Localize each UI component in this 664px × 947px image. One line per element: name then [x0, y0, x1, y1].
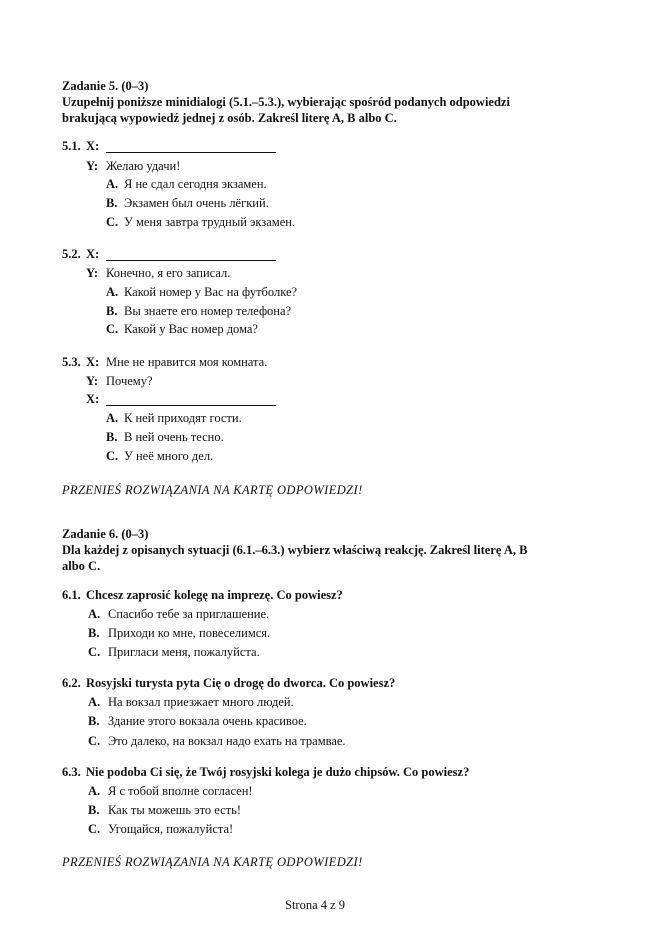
- task5-instruction-line2: brakującą wypowiedź jednej z osób. Zakreśl literę A, B albo C.: [62, 111, 397, 125]
- task5-instruction-line1: Uzupełnij poniższe minidialogi (5.1.–5.3.), wybierając spośród podanych odpowiedzi: [62, 95, 510, 109]
- speaker-x-text: Мне не нравится моя комната.: [106, 355, 268, 369]
- option-letter[interactable]: A.: [88, 607, 101, 621]
- task6-instruction-line2: albo C.: [62, 559, 101, 573]
- option-text: Здание этого вокзала очень красивое.: [108, 714, 307, 728]
- option-text: Как ты можешь это есть!: [108, 803, 241, 817]
- option-letter[interactable]: B.: [88, 626, 100, 640]
- option-text: У меня завтра трудный экзамен.: [124, 215, 296, 229]
- transfer-instruction: PRZENIEŚ ROZWIĄZANIA NA KARTĘ ODPOWIEDZI!: [62, 483, 363, 497]
- situation-question: Chcesz zaprosić kolegę na imprezę. Co powiesz?: [86, 588, 343, 602]
- option-letter[interactable]: B.: [106, 430, 118, 444]
- option-letter[interactable]: A.: [88, 695, 101, 709]
- speaker-y-text: Почему?: [106, 374, 153, 388]
- item-number: 6.2.: [62, 676, 81, 690]
- speaker-x: X:: [86, 247, 100, 261]
- option-letter[interactable]: C.: [106, 322, 119, 336]
- item-number: 6.1.: [62, 588, 81, 602]
- option-text: Угощайся, пожалуйста!: [108, 822, 234, 836]
- option-text: Пригласи меня, пожалуйста.: [108, 645, 260, 659]
- speaker-x: X:: [86, 392, 100, 406]
- speaker-y: Y:: [86, 374, 99, 388]
- answer-blank: [106, 260, 276, 261]
- option-text: Вы знаете его номер телефона?: [124, 304, 292, 318]
- option-text: Экзамен был очень лёгкий.: [124, 196, 269, 210]
- option-letter[interactable]: C.: [88, 822, 101, 836]
- item-number: 5.2.: [62, 247, 81, 261]
- option-letter[interactable]: B.: [106, 304, 118, 318]
- speaker-y: Y:: [86, 159, 99, 173]
- speaker-x: X:: [86, 355, 100, 369]
- option-text: Я с тобой вполне согласен!: [108, 784, 253, 798]
- option-text: Приходи ко мне, повеселимся.: [108, 626, 271, 640]
- option-letter[interactable]: A.: [106, 411, 119, 425]
- option-text: Какой номер у Вас на футболке?: [124, 285, 298, 299]
- speaker-y-text: Конечно, я его записал.: [106, 266, 231, 280]
- option-text: В ней очень тесно.: [124, 430, 224, 444]
- transfer-instruction: PRZENIEŚ ROZWIĄZANIA NA KARTĘ ODPOWIEDZI!: [62, 855, 363, 869]
- speaker-y: Y:: [86, 266, 99, 280]
- option-text: Какой у Вас номер дома?: [124, 322, 258, 336]
- task6-instruction-line1: Dla każdej z opisanych sytuacji (6.1.–6.3.) wybierz właściwą reakcję. Zakreśl literę A, B: [62, 543, 528, 557]
- speaker-x: X:: [86, 139, 100, 153]
- option-text: У неё много дел.: [124, 449, 214, 463]
- situation-question: Rosyjski turysta pyta Cię o drogę do dworca. Co powiesz?: [86, 676, 396, 690]
- option-text: Это далеко, на вокзал надо ехать на трамвае.: [108, 734, 346, 748]
- option-letter[interactable]: B.: [88, 714, 100, 728]
- option-text: Спасибо тебе за приглашение.: [108, 607, 270, 621]
- task5-title: Zadanie 5. (0–3): [62, 79, 149, 93]
- option-letter[interactable]: C.: [106, 215, 119, 229]
- situation-question: Nie podoba Ci się, że Twój rosyjski kolega je dużo chipsów. Co powiesz?: [86, 765, 470, 779]
- option-text: Я не сдал сегодня экзамен.: [124, 177, 267, 191]
- item-number: 6.3.: [62, 765, 81, 779]
- option-letter[interactable]: C.: [88, 734, 101, 748]
- option-letter[interactable]: A.: [106, 177, 119, 191]
- page-number: Strona 4 z 9: [285, 898, 346, 912]
- item-number: 5.1.: [62, 139, 81, 153]
- option-letter[interactable]: C.: [106, 449, 119, 463]
- task6-title: Zadanie 6. (0–3): [62, 527, 149, 541]
- option-letter[interactable]: C.: [88, 645, 101, 659]
- answer-blank: [106, 152, 276, 153]
- speaker-y-text: Желаю удачи!: [106, 159, 181, 173]
- answer-blank: [106, 405, 276, 406]
- item-number: 5.3.: [62, 355, 81, 369]
- option-text: На вокзал приезжает много людей.: [108, 695, 294, 709]
- option-letter[interactable]: B.: [106, 196, 118, 210]
- option-text: К ней приходят гости.: [124, 411, 242, 425]
- option-letter[interactable]: A.: [106, 285, 119, 299]
- option-letter[interactable]: B.: [88, 803, 100, 817]
- option-letter[interactable]: A.: [88, 784, 101, 798]
